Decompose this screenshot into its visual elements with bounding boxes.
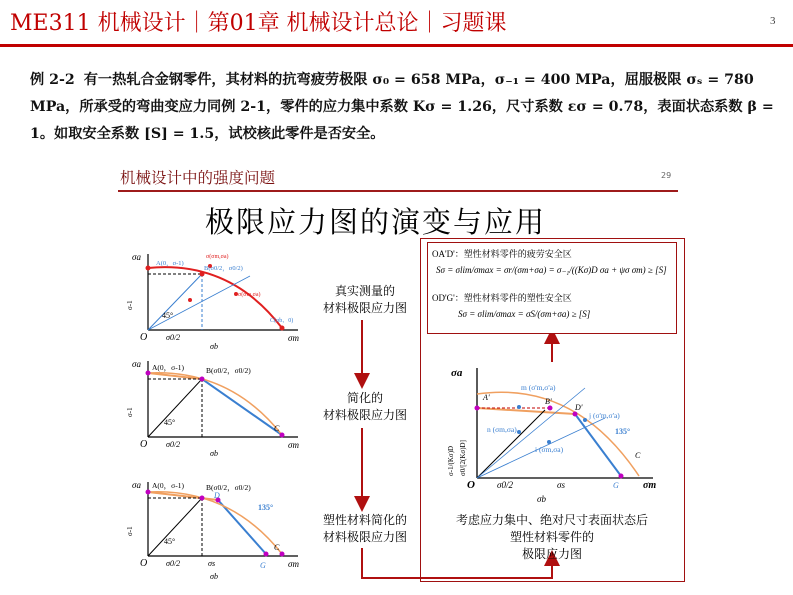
- diagram-label: σ-1/(Kσ)D: [447, 445, 455, 476]
- diagram-label: σb: [537, 494, 546, 504]
- diagram-label: D: [214, 491, 220, 500]
- example-tag: 例 2-2: [30, 72, 75, 88]
- diagram-label: B(σ0/2，σ0/2): [206, 366, 251, 375]
- diagram-label: A(0，σ-1): [156, 260, 184, 267]
- diagram-label: 135°: [258, 503, 274, 512]
- diagram-label: B(σ0/2，σ0/2): [204, 265, 243, 272]
- slide-title: 机械设计中的强度问题: [120, 169, 276, 187]
- diagram-label: σm: [288, 333, 299, 343]
- diagram-label: 45°: [164, 418, 176, 427]
- diagram-label: σa: [132, 480, 141, 490]
- diagram-label: O: [140, 558, 148, 569]
- diagram-label: σs: [208, 559, 216, 568]
- diagram-label: σ0/2: [166, 559, 181, 568]
- diagram-label: G: [613, 481, 619, 490]
- diagram-label: σ-1: [126, 526, 134, 536]
- diagram-label: B(σ0/2，σ0/2): [206, 483, 251, 492]
- plastic-zone-title: OD'G'：塑性材料零件的塑性安全区: [432, 293, 572, 303]
- diagram-label: G: [260, 561, 266, 570]
- diagram-plastic: [120, 478, 305, 583]
- diagram-label: σm: [288, 559, 299, 569]
- diagram-label: σ0/2: [166, 333, 181, 342]
- diagram-label: σb: [210, 342, 218, 351]
- diagram-label: C: [635, 451, 641, 460]
- diagram-label: σ0/2: [166, 440, 181, 449]
- diagram-label: σa: [132, 359, 141, 369]
- diagram-measured: [120, 248, 305, 353]
- diagram-label: σb: [210, 572, 218, 581]
- diagram-label: A': [483, 393, 490, 402]
- diagram-label: 45°: [162, 311, 174, 320]
- label-sigma-a: σa: [132, 252, 141, 262]
- header-title: ME311 机械设计｜第01章 机械设计总论｜习题课: [10, 11, 507, 36]
- diagram-label: i (σm,σa): [535, 445, 564, 454]
- diagram-label: 45°: [164, 537, 176, 546]
- step-2-caption: 简化的 材料极限应力图: [322, 391, 407, 422]
- diagram-label: D': [575, 403, 583, 412]
- diagram-label: σ(σm,σa): [238, 292, 261, 298]
- step-3-caption: 塑性材料简化的 材料极限应力图: [322, 513, 407, 544]
- diagram-label: σa: [451, 367, 463, 379]
- page-number: 3: [770, 15, 776, 27]
- diagram-label: σ-1: [126, 407, 134, 417]
- slide-page-number: 29: [661, 171, 672, 180]
- diagram-label: B': [545, 397, 552, 406]
- diagram-label: A(0，σ-1): [152, 481, 184, 490]
- diagram-label: 135°: [615, 427, 631, 436]
- example-text: 有一热轧合金钢零件，其材料的抗弯疲劳极限 σ₀ = 658 MPa，σ₋₁ = 400 MPa，屈服极限 σₛ = 780 MPa，所承受的弯曲变应力同例 2-1，零件的应力集中系数 Kσ = 1.26，尺寸系数 εσ = 0.78，表面状态系数 β = 1。如取安全系数 [S] = 1.5，试校核此零件是否安全。: [30, 72, 774, 142]
- diagram-label: O: [140, 332, 148, 343]
- diagram-label: σ(σm,σa): [206, 254, 229, 260]
- step-1-caption: 真实测量的 材料极限应力图: [322, 284, 407, 315]
- diagram-label: m (σ'm,σ'a): [521, 383, 556, 392]
- fatigue-formula: Sσ = σlim/σmax = σr/(σm+σa) = σ₋₁/((Kσ)D σa + ψσ σm) ≥ [S]: [436, 265, 667, 275]
- diagram-label: O: [140, 439, 148, 450]
- right-caption: 考虑应力集中、绝对尺寸表面状态后 塑性材料零件的 极限应力图: [455, 513, 648, 561]
- diagram-label: O: [467, 479, 475, 491]
- fatigue-zone-title: OA'D'：塑性材料零件的疲劳安全区: [432, 249, 572, 259]
- formula-box: [427, 242, 677, 334]
- slide-heading: 极限应力图的演变与应用: [205, 205, 547, 239]
- diagram-component: [425, 360, 675, 510]
- diagram-label: n (σm,σa): [487, 425, 517, 434]
- diagram-label: C(σb，0): [270, 318, 294, 324]
- diagram-label: σm: [643, 480, 657, 491]
- diagram-label: σ0/2: [497, 480, 513, 490]
- diagram-label: σb: [210, 449, 218, 458]
- diagram-label: σm: [288, 440, 299, 450]
- diagram-label: j (σ'm,σ'a): [589, 411, 620, 420]
- diagram-label: σ0/[2(Kσ)D]: [459, 440, 467, 476]
- diagram-label: σs: [557, 480, 565, 490]
- diagram-label: A(0，σ-1): [152, 363, 184, 372]
- diagram-label: C: [274, 424, 280, 433]
- diagram-label: C: [274, 543, 280, 552]
- diagram-simplified: [120, 355, 305, 460]
- plastic-formula: Sσ = σlim/σmax = σS/(σm+σa) ≥ [S]: [458, 309, 591, 319]
- diagram-label: σ-1: [126, 300, 134, 310]
